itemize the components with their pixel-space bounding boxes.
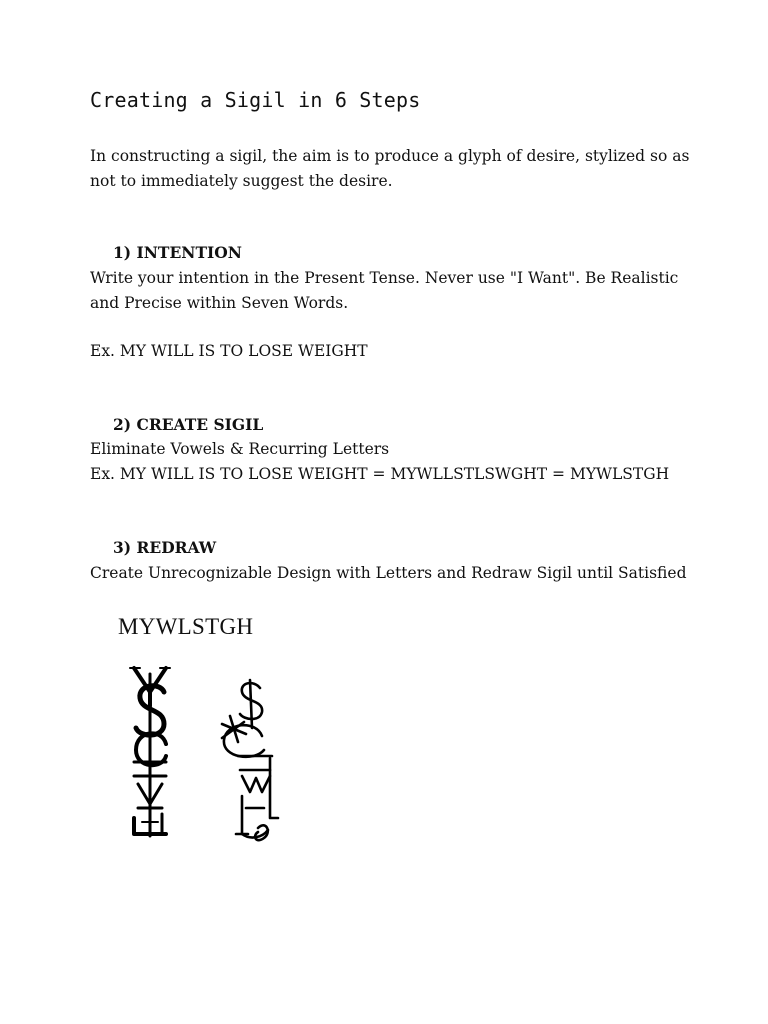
page-title: Creating a Sigil in 6 Steps: [90, 88, 421, 112]
step-2-body: Eliminate Vowels & Recurring Letters: [90, 440, 390, 458]
step-2-heading: 2) CREATE SIGIL: [113, 415, 264, 434]
sigil-drawing-image: [122, 658, 302, 858]
step-1-heading: 1) INTENTION: [113, 243, 242, 262]
hand-drawn-sigil: [222, 680, 278, 840]
step-1-example: Ex. MY WILL IS TO LOSE WEIGHT: [90, 342, 368, 360]
step-3-heading: 3) REDRAW: [113, 538, 217, 557]
sigil-letters-label: MYWLSTGH: [118, 614, 254, 639]
stacked-letters-sigil: [130, 668, 170, 836]
step-2-example: Ex. MY WILL IS TO LOSE WEIGHT = MYWLLSTLSWGHT = MYWLSTGH: [90, 465, 670, 483]
step-1-body: Write your intention in the Present Tense. Never use "I Want". Be Realistic and Precise within Seven Words.: [90, 269, 679, 312]
intro-paragraph: In constructing a sigil, the aim is to produce a glyph of desire, stylized so as not to immediately suggest the desire.: [90, 147, 690, 190]
step-3-body: Create Unrecognizable Design with Letters and Redraw Sigil until Satisfied: [90, 564, 687, 582]
